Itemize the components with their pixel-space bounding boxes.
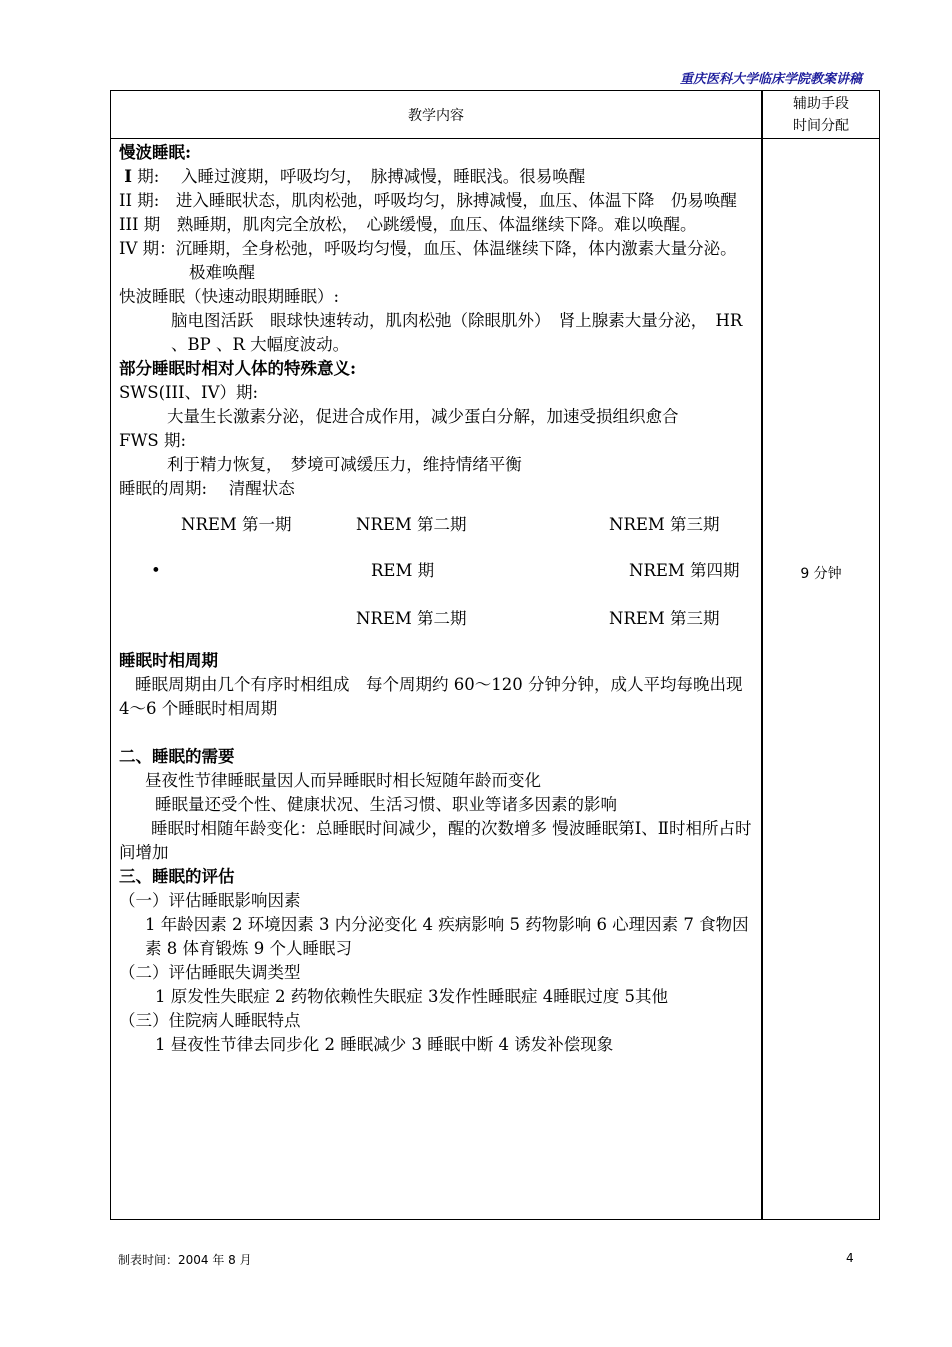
teaching-content [119, 141, 755, 1057]
need-2: 睡眠量还受个性、健康状况、生活习惯、职业等诸多因素的影响 [155, 795, 617, 814]
cycle-period-text: 睡眠周期由几个有序时相组成 每个周期约 60～120 分钟分钟，成人平均每晚出现 4～6 个睡眠时相周期 [119, 675, 743, 718]
cycle-rem: REM 期 [371, 561, 435, 580]
significance-title: 部分睡眠时相对人体的特殊意义: [119, 359, 357, 378]
eval-1-title: （一）评估睡眠影响因素 [119, 891, 301, 910]
fws-significance-title: FWS 期: [119, 431, 187, 450]
time-allocation: 9 分钟 [800, 566, 842, 582]
column-header-aids: 辅助手段 [793, 95, 849, 112]
column-divider [761, 91, 763, 1219]
fws-significance-text: 利于精力恢复， 梦境可减缓压力，维持情绪平衡 [167, 455, 522, 474]
header-brand: 重庆医科大学临床学院教案讲稿 [679, 72, 862, 87]
sws-title: 慢波睡眠: [119, 143, 192, 162]
spacer [119, 721, 755, 745]
eval-3-text: 1 昼夜性节律去同步化 2 睡眠减少 3 睡眠中断 4 诱发补偿现象 [155, 1035, 614, 1054]
stage-4-note: 极难唤醒 [189, 263, 255, 282]
column-header-time: 时间分配 [793, 117, 849, 134]
table-header-row [111, 91, 879, 139]
eval-2-title: （二）评估睡眠失调类型 [119, 963, 301, 982]
footer-date: 制表时间：2004 年 8 月 [118, 1253, 252, 1267]
stage-2: II 期: 进入睡眠状态，肌肉松弛，呼吸均匀，脉搏减慢，血压、体温下降 仍易唤醒 [119, 191, 737, 210]
cycle-period-title: 睡眠时相周期 [119, 651, 218, 670]
need-3: 睡眠时相随年龄变化：总睡眠时间减少，醒的次数增多 慢波睡眠第Ⅰ、Ⅱ时相所占时间增加 [119, 819, 752, 862]
fws-text: 脑电图活跃 眼球快速转动，肌肉松弛（除眼肌外） 肾上腺素大量分泌， HR 、BP 、R 大幅度波动。 [171, 311, 743, 354]
stage-3: III 期 熟睡期，肌肉完全放松， 心跳缓慢，血压、体温继续下降。难以唤醒。 [119, 215, 697, 234]
column-header-side [763, 91, 879, 138]
need-title: 二、睡眠的需要 [119, 747, 235, 766]
cycle-nrem-1: NREM 第一期 [181, 515, 292, 534]
need-1: 昼夜性节律睡眠量因人而异睡眠时相长短随年龄而变化 [145, 771, 541, 790]
cycle-nrem-2-bottom: NREM 第二期 [356, 609, 467, 628]
fws-title: 快波睡眠（快速动眼期睡眠）: [119, 287, 340, 306]
cycle-nrem-4: NREM 第四期 [629, 561, 740, 580]
sws-significance-title: SWS(III、IV）期: [119, 383, 259, 402]
cycle-nrem-3-bottom: NREM 第三期 [609, 609, 720, 628]
lesson-table [110, 90, 880, 1220]
cycle-title: 睡眠的周期: 清醒状态 [119, 479, 295, 498]
stage-1-text: 期: 入睡过渡期，呼吸均匀， 脉搏减慢，睡眠浅。很易唤醒 [131, 167, 586, 186]
eval-1-text: 1 年龄因素 2 环境因素 3 内分泌变化 4 疾病影响 5 药物影响 6 心理因素 7 食物因素 8 体育锻炼 9 个人睡眠习 [145, 915, 749, 958]
eval-2-text: 1 原发性失眠症 2 药物依赖性失眠症 3发作性睡眠症 4睡眠过度 5其他 [155, 987, 668, 1006]
column-header-content: 教学内容 [408, 107, 464, 124]
eval-title: 三、睡眠的评估 [119, 867, 235, 886]
cycle-nrem-3-top: NREM 第三期 [609, 515, 720, 534]
eval-3-title: （三）住院病人睡眠特点 [119, 1011, 301, 1030]
cycle-nrem-2-top: NREM 第二期 [356, 515, 467, 534]
stage-1-label: I [124, 167, 132, 186]
page-number: 4 [846, 1251, 854, 1265]
stage-1 [119, 165, 755, 189]
cycle-bullet: • [151, 561, 161, 580]
stage-4: IV 期：沉睡期，全身松弛，呼吸均匀慢，血压、体温继续下降，体内激素大量分泌。 [119, 239, 737, 258]
sleep-cycle-diagram [119, 509, 755, 649]
sws-significance-text: 大量生长激素分泌，促进合成作用，减少蛋白分解，加速受损组织愈合 [167, 407, 679, 426]
